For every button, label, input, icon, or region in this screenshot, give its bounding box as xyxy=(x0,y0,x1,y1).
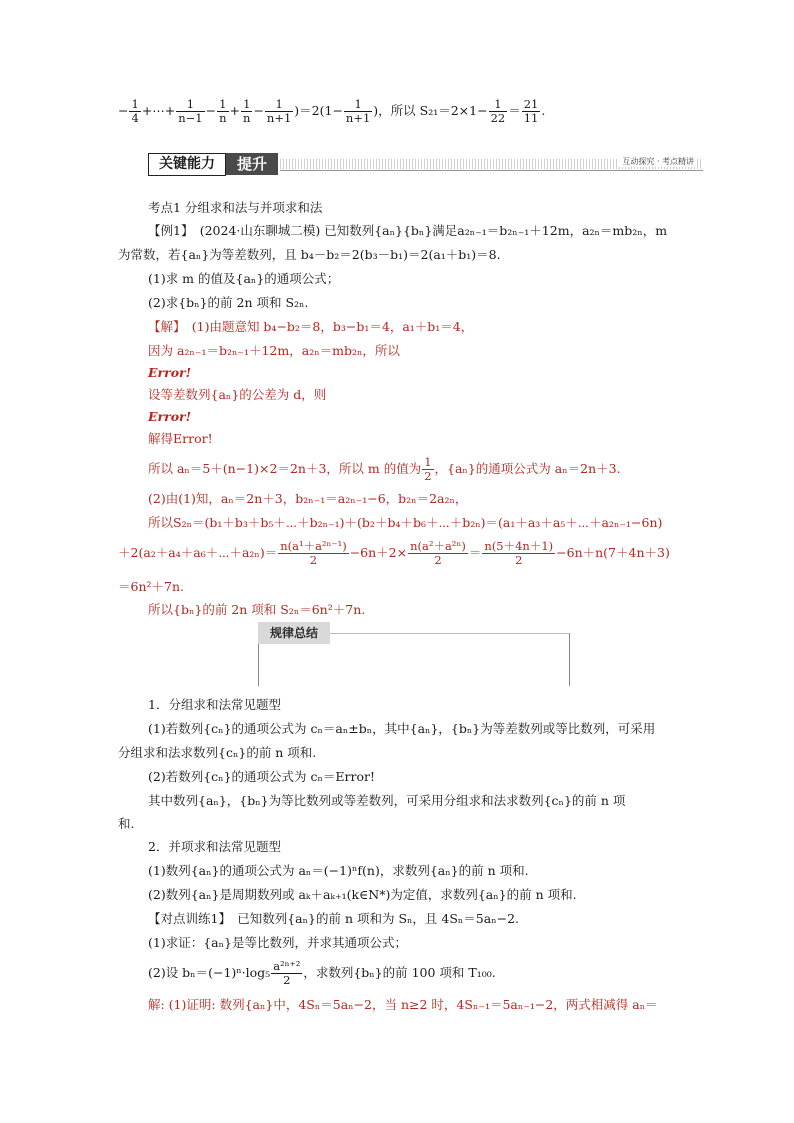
fraction: $\frac{1}{4}$ xyxy=(131,97,139,125)
rule-line: (1)数列{aₙ}的通项公式为 aₙ＝(−1)ⁿf(n)，求数列{aₙ}的前 n 项和. xyxy=(148,863,529,878)
top-formula xyxy=(118,98,545,125)
fraction: $\frac{1}{22}$ xyxy=(490,97,506,125)
fraction: $\frac{1}{n+1}$ xyxy=(345,97,371,125)
solution-line: 【解】 (1)由题意知 b₄−b₂＝8，b₃−b₁＝4，a₁＋b₁＝4， xyxy=(148,319,474,334)
formula-text: + xyxy=(229,103,241,118)
solution-line: ＝6n²＋7n. xyxy=(118,579,184,594)
example-line: 【例1】 (2024·山东聊城二模) 已知数列{aₙ}{bₙ}满足a₂ₙ₋₁＝b₂ₙ₋₁＋12m，a₂ₙ＝mb₂ₙ，m xyxy=(148,223,668,238)
fraction: $\frac{1}{n+1}$ xyxy=(266,97,292,125)
section-header-tag: 互动探究 · 考点精讲 xyxy=(619,156,697,167)
fraction: $\frac{1}{2}$ xyxy=(424,455,432,483)
training-text: (2)设 bₙ＝(−1)ⁿ·log₅ xyxy=(148,965,271,980)
question-1: (1)求 m 的值及{aₙ}的通项公式； xyxy=(148,271,340,286)
solution-text: ＝ xyxy=(468,545,482,560)
solution-line: 因为 a₂ₙ₋₁＝b₂ₙ₋₁＋12m，a₂ₙ＝mb₂ₙ，所以 xyxy=(148,343,400,358)
rule-heading: 2．并项求和法常见题型 xyxy=(148,839,281,854)
solution-text: −6n＋2× xyxy=(349,545,408,560)
training-line: 【对点训练1】 已知数列{aₙ}的前 n 项和为 Sₙ，且 4Sₙ＝5aₙ−2. xyxy=(148,911,520,926)
solution-line: 所以{bₙ}的前 2n 项和 S₂ₙ＝6n²＋7n. xyxy=(148,602,366,617)
fraction: $\frac{\text{n(a¹＋a²ⁿ⁻¹)}}{2}$ xyxy=(280,539,347,567)
fraction: $\frac{1}{n-1}$ xyxy=(178,97,203,125)
fraction: $\frac{n(5+4n+1)}{2}$ xyxy=(484,539,554,567)
topic-heading: 考点1 分组求和法与并项求和法 xyxy=(148,200,323,215)
fraction: $\frac{\text{a²ⁿ⁺²}}{2}$ xyxy=(273,959,301,987)
fraction: $\frac{21}{11}$ xyxy=(523,97,539,125)
solution-line xyxy=(118,540,670,567)
formula-text: − xyxy=(205,103,217,118)
training-text: ，求数列{bₙ}的前 100 项和 T₁₀₀. xyxy=(303,965,496,980)
rule-line: 分组求和法求数列{cₙ}的前 n 项和. xyxy=(118,745,317,760)
solution-line: 解得Error! xyxy=(148,431,213,446)
formula-text: )＝2(1− xyxy=(294,103,343,118)
rule-line: (2)数列{aₙ}是周期数列或 aₖ＋aₖ₊₁(k∈N*)为定值，求数列{aₙ}的前 n 项和. xyxy=(148,887,577,902)
question-2: (2)求{bₙ}的前 2n 项和 S₂ₙ. xyxy=(148,295,309,310)
fraction: $\frac{\text{n(a²＋a²ⁿ)}}{2}$ xyxy=(410,539,466,567)
example-line: 为常数，若{aₙ}为等差数列，且 b₄－b₂＝2(b₃－b₁)＝2(a₁＋b₁)＝8. xyxy=(118,247,501,262)
section-header-title: 关键能力 xyxy=(148,153,226,176)
rule-line: 和. xyxy=(118,816,135,831)
rule-line: (1)若数列{cₙ}的通项公式为 cₙ＝aₙ±bₙ，其中{aₙ}，{bₙ}为等差数列或等比数列，可采用 xyxy=(148,721,656,736)
summary-box xyxy=(258,622,570,686)
solution-text: 所以 aₙ＝5＋(n−1)×2＝2n＋3，所以 m 的值为 xyxy=(148,461,422,476)
training-line: (1)求证：{aₙ}是等比数列，并求其通项公式； xyxy=(148,935,407,950)
formula-text: − xyxy=(253,103,264,118)
section-header xyxy=(148,153,703,175)
header-rule xyxy=(280,170,703,171)
solution-line: (2)由(1)知，aₙ＝2n＋3，b₂ₙ₋₁＝a₂ₙ₋₁−6，b₂ₙ＝2a₂ₙ， xyxy=(148,491,468,506)
solution-text: ＋2(a₂＋a₄＋a₆＋⋯＋a₂ₙ)＝ xyxy=(118,545,278,560)
section-header-badge: 提升 xyxy=(226,153,278,175)
solution-text: ，{aₙ}的通项公式为 aₙ＝2n＋3. xyxy=(434,461,621,476)
formula-text: . xyxy=(541,103,546,118)
solution-line: 设等差数列{aₙ}的公差为 d，则 xyxy=(148,387,327,402)
summary-label: 规律总结 xyxy=(258,622,330,644)
error-text: Error! xyxy=(148,409,192,424)
formula-text: − xyxy=(118,103,129,118)
solution-text: −6n＋n(7＋4n＋3) xyxy=(556,545,670,560)
error-text: Error! xyxy=(148,365,192,380)
formula-text: +⋯+ xyxy=(141,103,176,118)
solution-line: 所以S₂ₙ＝(b₁＋b₃＋b₅＋⋯＋b₂ₙ₋₁)＋(b₂＋b₄＋b₆＋⋯＋b₂ₙ)＝(a₁＋a₃＋a₅＋⋯＋a₂ₙ₋₁−6n) xyxy=(148,515,663,530)
formula-text: ＝ xyxy=(508,103,521,118)
training-line xyxy=(148,960,496,987)
solution-line xyxy=(148,456,621,483)
fraction: $\frac{1}{n}$ xyxy=(243,97,251,125)
formula-text: )，所以 S₂₁＝2×1− xyxy=(373,103,488,118)
rule-heading: 1．分组求和法常见题型 xyxy=(148,697,281,712)
fraction: $\frac{1}{n}$ xyxy=(219,97,227,125)
rule-line: (2)若数列{cₙ}的通项公式为 cₙ＝Error! xyxy=(148,769,376,784)
rule-line: 其中数列{aₙ}，{bₙ}为等比数列或等差数列，可采用分组求和法求数列{cₙ}的前 n 项 xyxy=(148,793,626,808)
training-solution: 解: (1)证明: 数列{aₙ}中，4Sₙ＝5aₙ−2，当 n≥2 时，4Sₙ₋₁＝5aₙ₋₁−2，两式相减得 aₙ＝ xyxy=(148,997,658,1012)
